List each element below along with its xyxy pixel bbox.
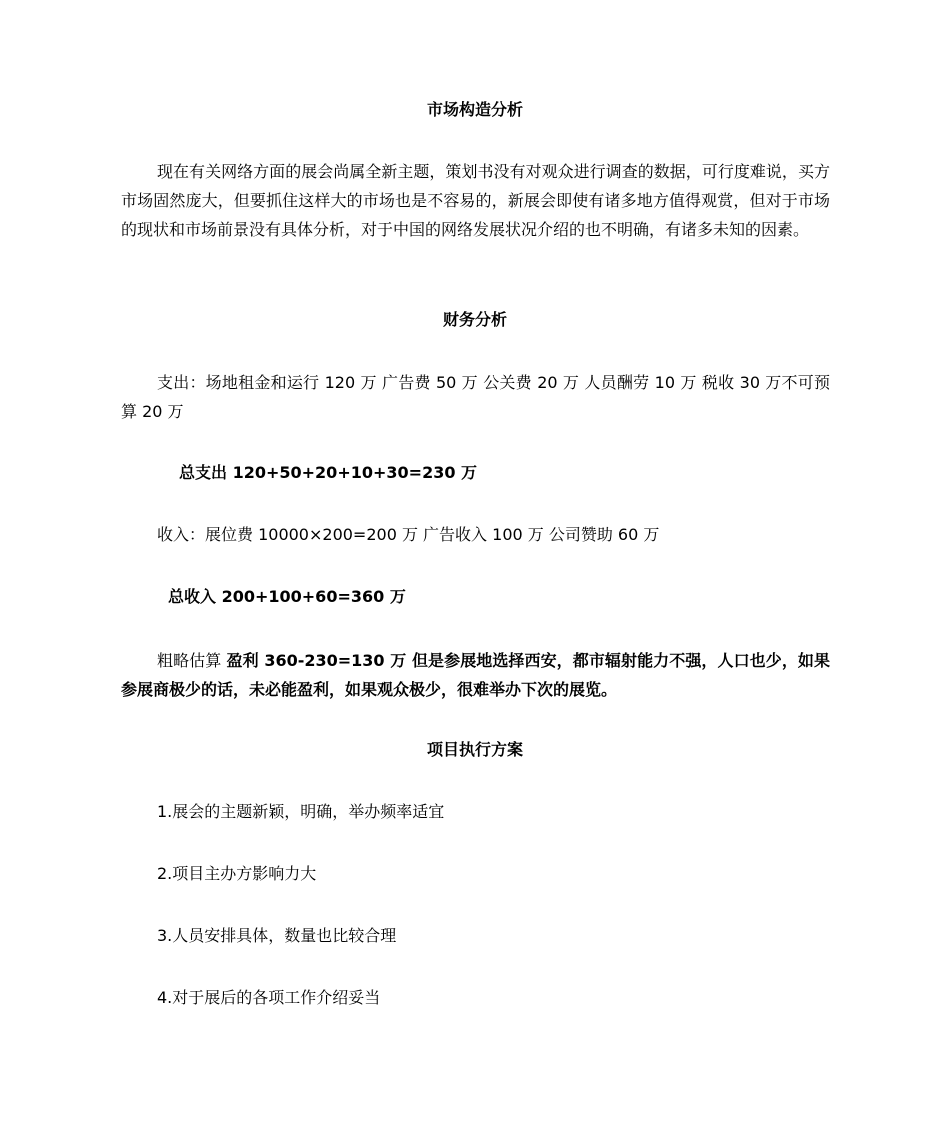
total-expense-line: 总支出 120+50+20+10+30=230 万 <box>179 463 478 482</box>
execution-plan-heading: 项目执行方案 <box>426 740 523 759</box>
plan-item-4: 4.对于展后的各项工作介绍妥当 <box>157 988 381 1007</box>
financial-analysis-heading: 财务分析 <box>442 310 507 329</box>
total-income-line: 总收入 200+100+60=360 万 <box>168 587 406 606</box>
expense-paragraph: 支出：场地租金和运行 120 万 广告费 50 万 公关费 20 万 人员酬劳 10 万 税收 30 万不可预算 20 万 <box>121 373 830 421</box>
market-analysis-paragraph: 现在有关网络方面的展会尚属全新主题，策划书没有对观众进行调查的数据，可行度难说，买方市场固然庞大，但要抓住这样大的市场也是不容易的，新展会即使有诸多地方值得观赏，但对于市场的现状和市场前景没有具体分析，对于中国的网络发展状况介绍的也不明确，有诸多未知的因素。 <box>121 162 830 239</box>
income-line: 收入：展位费 10000×200=200 万 广告收入 100 万 公司赞助 60 万 <box>157 525 660 544</box>
profit-estimate-paragraph <box>121 646 830 704</box>
plan-item-3: 3.人员安排具体，数量也比较合理 <box>157 926 397 945</box>
profit-estimate-text: 盈利 360-230=130 万 但是参展地选择西安，都市辐射能力不强，人口也少，如果参展商极少的话，未必能盈利，如果观众极少，很难举办下次的展览。 <box>121 651 830 699</box>
plan-item-2: 2.项目主办方影响力大 <box>157 864 317 883</box>
profit-estimate-label: 粗略估算 <box>157 651 227 670</box>
market-analysis-heading: 市场构造分析 <box>426 100 523 119</box>
plan-item-1: 1.展会的主题新颖，明确，举办频率适宜 <box>157 802 445 821</box>
